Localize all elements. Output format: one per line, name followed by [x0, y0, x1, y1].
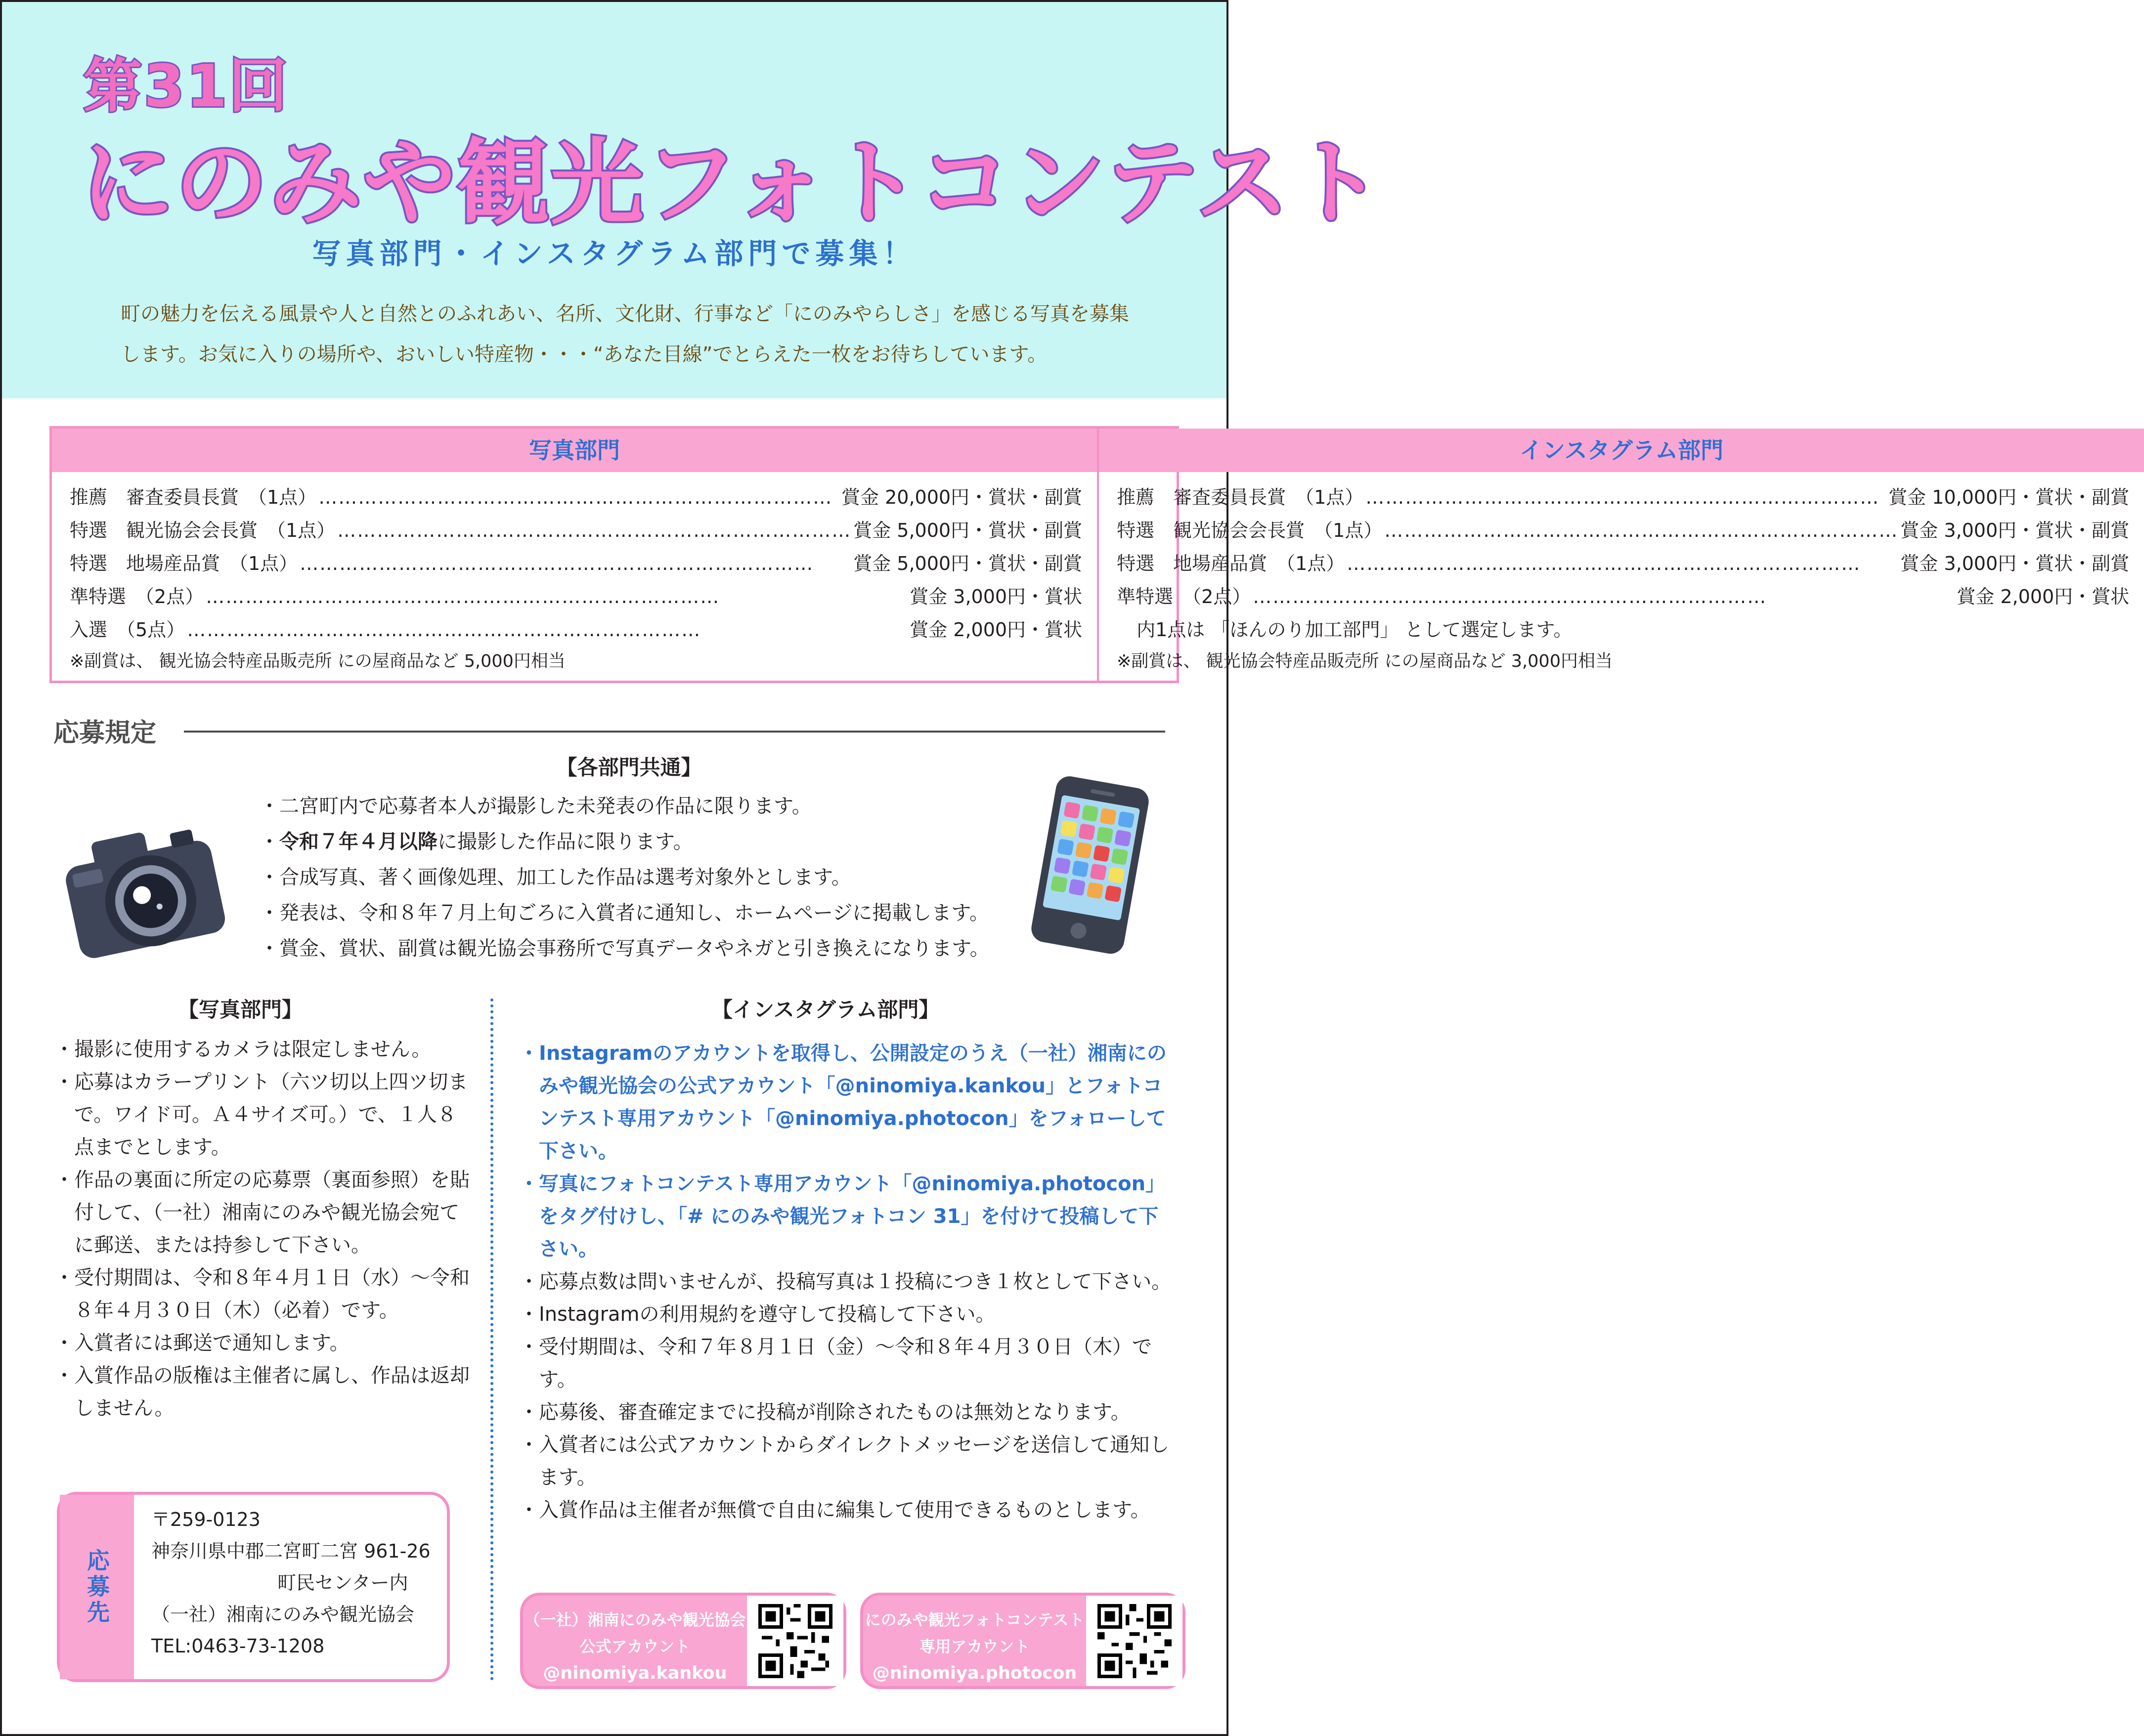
account-handle[interactable]: @ninomiya.kankou	[543, 1663, 727, 1683]
list-item: ・二宮町内で応募者本人が撮影した未発表の作品に限ります。	[260, 795, 812, 818]
prize-note: ※副賞は、 観光協会特産品販売所 にの屋商品など 5,000円相当	[70, 651, 566, 671]
list-item: ・発表は、令和８年７月上旬ごろに入賞者に通知し、ホームページに掲載します。	[260, 902, 989, 924]
account-owner: にのみや観光フォトコンテスト	[865, 1610, 1085, 1629]
prize-row	[1117, 481, 2129, 514]
list-item: ・応募点数は問いませんが、投稿写真は１投稿につき１枚として下さい。	[519, 1270, 1172, 1293]
photo-rules-list	[54, 1033, 470, 1425]
leader-dots: ……………………………………………………………………	[1365, 486, 1880, 508]
address-line: 神奈川県中郡二宮町二宮 961-26	[151, 1540, 431, 1562]
account-text	[523, 1596, 747, 1686]
account-text	[863, 1596, 1086, 1686]
prize-row	[70, 514, 1082, 547]
prize-column-insta	[1097, 429, 2144, 681]
prize-table	[49, 426, 2130, 683]
list-item: ・Instagramの利用規約を遵守して投稿して下さい。	[519, 1303, 996, 1326]
prize-label: 準特選 （2点）	[70, 586, 204, 608]
account-handle[interactable]: @ninomiya.photocon	[872, 1663, 1077, 1683]
leader-dots: ……………………………………………………………………	[318, 486, 833, 508]
list-item: ・Instagramのアカウントを取得し、公開設定のうえ（一社）湘南にのみや観光協会の公式アカウント「@ninomiya.kankou」とフォトコンテスト専用アカウント「@ninomiya.photocon」をフォローして下さい。	[519, 1042, 1167, 1163]
list-item: ・令和７年４月以降に撮影した作品に限ります。	[260, 830, 693, 853]
intro-line: 町の魅力を伝える風景や人と自然とのふれあい、名所、文化財、行事など「にのみやらしさ」を感じる写真を募集	[121, 303, 1129, 325]
prize-value: 賞金 10,000円・賞状・副賞	[1888, 486, 2130, 508]
intro-text	[121, 294, 1149, 375]
prize-row	[1117, 514, 2129, 547]
prize-value: 賞金 2,000円・賞状	[1957, 586, 2130, 608]
prize-row	[70, 580, 1082, 613]
address-body	[134, 1495, 431, 1679]
prize-label: 入選 （5点）	[70, 619, 185, 641]
address-line: 町民センター内	[277, 1572, 408, 1594]
account-card-official	[520, 1593, 846, 1689]
contest-title: にのみや観光フォトコンテスト	[81, 129, 1384, 237]
prize-value: 賞金 20,000円・賞状・副賞	[841, 486, 1083, 508]
list-item: ・作品の裏面に所定の応募票（裏面参照）を貼付して、（一社）湘南にのみや観光協会宛てに郵送、または持参して下さい。	[54, 1169, 470, 1257]
prize-value: 賞金 5,000円・賞状・副賞	[853, 520, 1083, 541]
photo-rules-title: 【写真部門】	[178, 998, 303, 1022]
prize-label: 特選 観光協会会長賞 （1点）	[1117, 520, 1383, 541]
tagline: 写真部門・インスタグラム部門で募集！	[312, 237, 917, 270]
list-item: ・写真にフォトコンテスト専用アカウント「@ninomiya.photocon」をタグ付けし、「# にのみや観光フォトコン 31」を付けて投稿して下さい。	[519, 1172, 1166, 1260]
list-item: ・入賞者には郵送で通知します。	[54, 1332, 350, 1354]
prize-row	[1117, 580, 2129, 613]
qr-code-icon	[1097, 1604, 1172, 1678]
edition-label: 第31回	[84, 52, 290, 120]
rules-divider	[184, 731, 1165, 733]
address-box	[57, 1492, 450, 1682]
list-item: ・応募はカラープリント（六ツ切以上四ツ切まで。ワイド可。Ａ４サイズ可。）で、１人８点までとします。	[54, 1071, 468, 1159]
phone-number[interactable]: TEL:0463-73-1208	[151, 1635, 325, 1657]
insta-rules-list	[519, 1037, 1177, 1526]
prize-label: 準特選 （2点）	[1117, 586, 1251, 608]
account-card-photocon	[860, 1593, 1185, 1689]
prize-note: ※副賞は、 観光協会特産品販売所 にの屋商品など 3,000円相当	[1117, 651, 1613, 671]
prize-label: 特選 地場産品賞 （1点）	[70, 553, 298, 574]
prize-value: 賞金 3,000円・賞状・副賞	[1900, 553, 2130, 574]
prize-heading-photo: 写真部門	[52, 429, 1097, 472]
list-item: ・撮影に使用するカメラは限定しません。	[54, 1038, 432, 1061]
prize-row	[70, 481, 1082, 514]
prize-heading-insta: インスタグラム部門	[1099, 429, 2144, 472]
prize-label: 特選 観光協会会長賞 （1点）	[70, 520, 336, 541]
leader-dots: ……………………………………………………………………	[337, 520, 852, 541]
organization-name: （一社）湘南にのみや観光協会	[151, 1604, 415, 1625]
qr-code[interactable]	[747, 1596, 843, 1686]
prize-label: 推薦 審査委員長賞 （1点）	[70, 486, 317, 508]
prize-row	[1117, 547, 2129, 580]
rules-heading: 応募規定	[53, 718, 157, 748]
prize-column-photo	[52, 429, 1097, 681]
postal-code: 〒259-0123	[151, 1509, 261, 1530]
list-item: ・賞金、賞状、副賞は観光協会事務所で写真データやネガと引き換えになります。	[260, 937, 990, 960]
leader-dots: ……………………………………………………………………	[300, 553, 814, 574]
prize-value: 賞金 5,000円・賞状・副賞	[853, 553, 1083, 574]
leader-dots: ……………………………………………………………………	[206, 586, 720, 608]
list-item: ・入賞作品は主催者が無償で自由に編集して使用できるものとします。	[519, 1499, 1150, 1521]
prize-extra: 内1点は 「ほんのり加工部門」 として選定します。	[1137, 619, 1573, 641]
prize-value: 賞金 3,000円・賞状・副賞	[1900, 520, 2130, 541]
list-item: ・応募後、審査確定までに投稿が削除されたものは無効となります。	[519, 1401, 1131, 1424]
leader-dots: ……………………………………………………………………	[1347, 553, 1861, 574]
common-rules-title: 【各部門共通】	[556, 755, 702, 780]
prize-value: 賞金 2,000円・賞状	[910, 619, 1083, 641]
common-rules-list	[260, 788, 1031, 966]
leader-dots: ……………………………………………………………………	[1384, 520, 1899, 541]
prize-row	[70, 613, 1082, 647]
leader-dots: ……………………………………………………………………	[187, 619, 701, 641]
prize-label: 推薦 審査委員長賞 （1点）	[1117, 486, 1364, 508]
list-item: ・合成写真、著く画像処理、加工した作品は選考対象外とします。	[260, 866, 851, 889]
address-label	[60, 1495, 134, 1679]
prize-label: 特選 地場産品賞 （1点）	[1117, 553, 1345, 574]
address-label-text: 応募先	[84, 1548, 110, 1626]
leader-dots: ……………………………………………………………………	[1253, 586, 1767, 608]
list-item: ・入賞者には公式アカウントからダイレクトメッセージを送信して通知します。	[519, 1433, 1170, 1489]
qr-code[interactable]	[1086, 1596, 1182, 1686]
list-item: ・受付期間は、令和７年８月１日（金）～令和８年４月３０日（木）です。	[519, 1336, 1152, 1391]
header-banner	[2, 2, 1384, 398]
prize-value: 賞金 3,000円・賞状	[910, 586, 1083, 608]
insta-rules-title: 【インスタグラム部門】	[712, 998, 940, 1022]
account-owner: （一社）湘南にのみや観光協会	[524, 1610, 746, 1629]
section-divider	[490, 998, 493, 1681]
camera-icon	[54, 806, 232, 969]
list-item: ・入賞作品の版権は主催者に属し、作品は返却しません。	[54, 1364, 470, 1420]
prize-row	[70, 547, 1082, 580]
account-type: 公式アカウント	[579, 1637, 691, 1656]
smartphone-icon	[1028, 776, 1152, 954]
intro-line: します。お気に入りの場所や、おいしい特産物・・・“あなた目線”でとらえた一枚をお待ちしています。	[121, 343, 1048, 366]
account-type: 専用アカウント	[919, 1637, 1030, 1656]
bold-text: 令和７年４月以降	[279, 830, 438, 853]
qr-code-icon	[758, 1604, 832, 1678]
list-item: ・受付期間は、令和８年４月１日（水）～令和８年４月３０日（木）（必着）です。	[54, 1266, 470, 1322]
